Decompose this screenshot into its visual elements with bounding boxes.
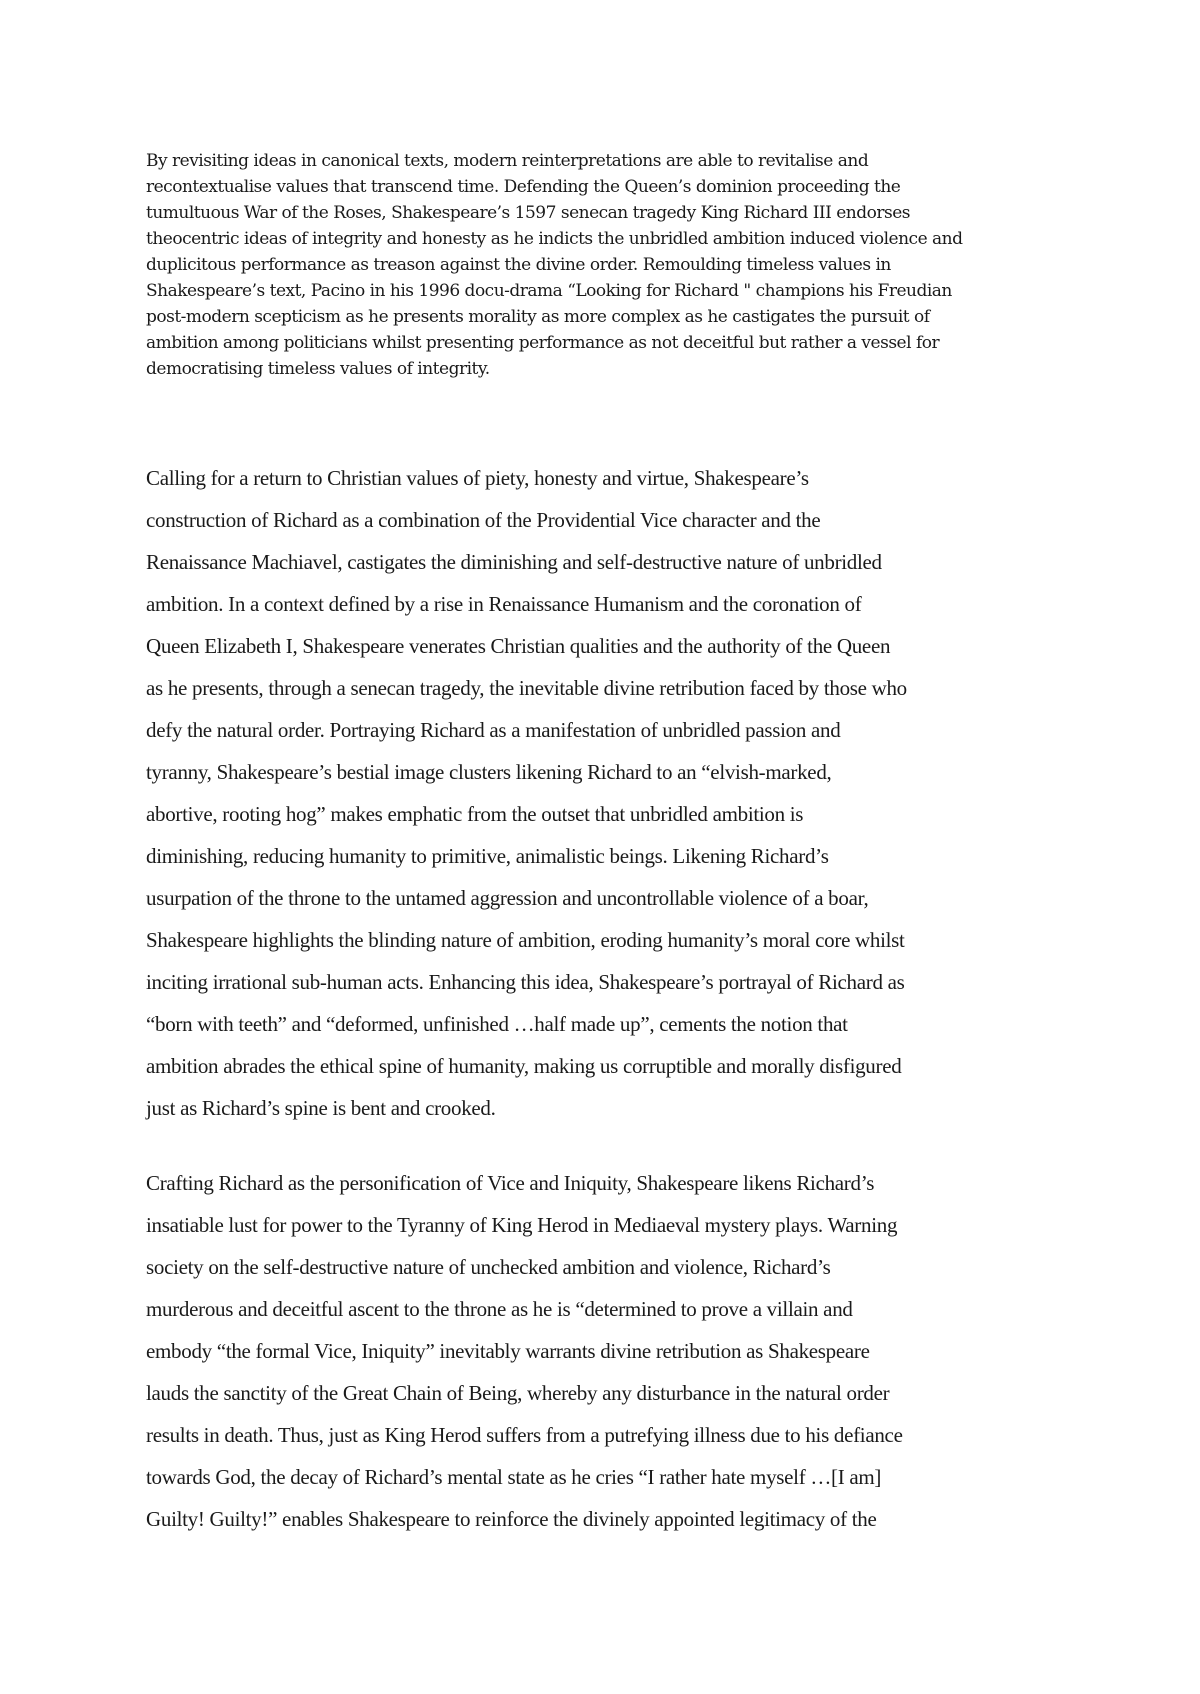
body-paragraph-2: Crafting Richard as the personification of Vice and Iniquity, Shakespeare likens Richard’s insatiable lust for power to the Tyranny of King Herod in Mediaeval mystery plays. Warning society on the self-destructive nature of unchecked ambition and violence, Richard’s murderous and deceitful ascent to the throne as he is “determined to prove a villain and embody “the formal Vice, Iniquity” inevitably warrants divine retribution as Shakespeare lauds the sanctity of the Great Chain of Being, whereby any disturbance in the natural order results in death. Thus, just as King Herod suffers from a putrefying illness due to his defiance towards God, the decay of Richard’s mental state as he cries “I rather hate myself …[I am] Guilty! Guilty!” enables Shakespeare to reinforce the divinely appointed legitimacy of the xyxy=(146,1171,903,1531)
intro-paragraph: By revisiting ideas in canonical texts, modern reinterpretations are able to revitalise and recontextualise values that transcend time. Defending the Queen’s dominion proceeding the tumultuous War of the Roses, Shakespeare’s 1597 senecan tragedy King Richard III endorses theocentric ideas of integrity and honesty as he indicts the unbridled ambition induced violence and duplicitous performance as treason against the divine order. Remoulding timeless values in Shakespeare’s text, Pacino in his 1996 docu-drama “Looking for Richard " champions his Freudian post-modern scepticism as he presents morality as more complex as he castigates the pursuit of ambition among politicians whilst presenting performance as not deceitful but rather a vessel for democratising timeless values of integrity. xyxy=(146,151,963,379)
body-paragraph-1: Calling for a return to Christian values of piety, honesty and virtue, Shakespeare’s construction of Richard as a combination of the Providential Vice character and the Renaissance Machiavel, castigates the diminishing and self-destructive nature of unbridled ambition. In a context defined by a rise in Renaissance Humanism and the coronation of Queen Elizabeth I, Shakespeare venerates Christian qualities and the authority of the Queen as he presents, through a senecan tragedy, the inevitable divine retribution faced by those who defy the natural order. Portraying Richard as a manifestation of unbridled passion and tyranny, Shakespeare’s bestial image clusters likening Richard to an “elvish-marked, abortive, rooting hog” makes emphatic from the outset that unbridled ambition is diminishing, reducing humanity to primitive, animalistic beings. Likening Richard’s usurpation of the throne to the untamed aggression and uncontrollable violence of a boar, Shakespeare highlights the blinding nature of ambition, eroding humanity’s moral core whilst inciting irrational sub-human acts. Enhancing this idea, Shakespeare’s portrayal of Richard as “born with teeth” and “deformed, unfinished …half made up”, cements the notion that ambition abrades the ethical spine of humanity, making us corruptible and morally disfigured just as Richard’s spine is bent and crooked. xyxy=(146,466,907,1120)
